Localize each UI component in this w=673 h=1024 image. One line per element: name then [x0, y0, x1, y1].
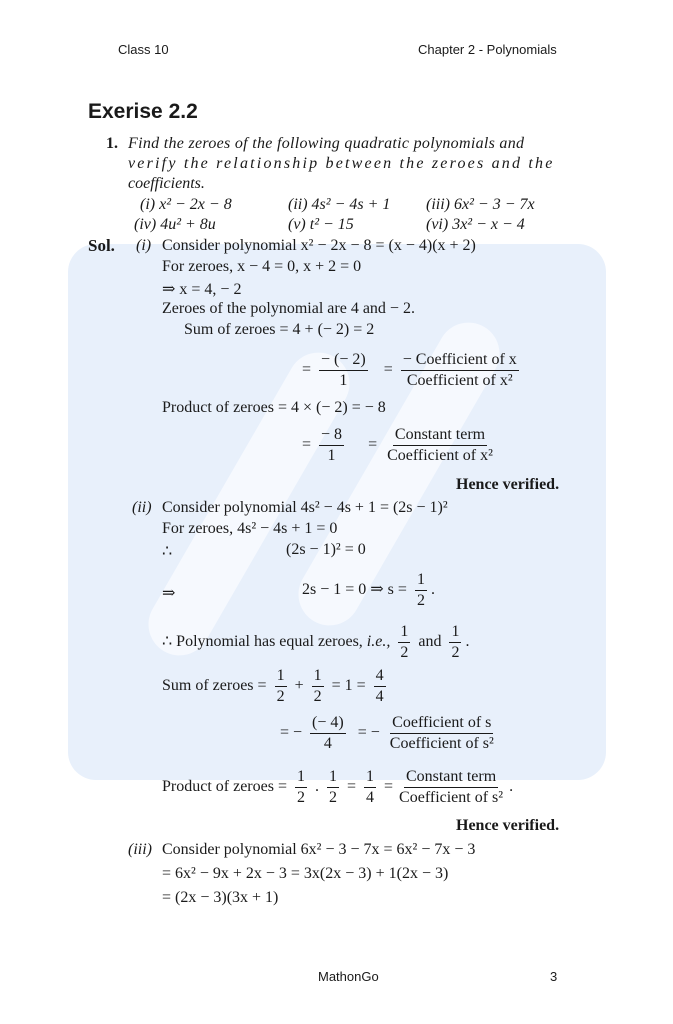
equation-row: 2s − 1 = 0 ⇒ s = $\frac{1}{2}$ .: [302, 571, 435, 609]
question-number: 1.: [106, 135, 118, 152]
solution-line: For zeroes, x − 4 = 0, x + 2 = 0: [162, 258, 362, 275]
footer-brand: MathonGo: [318, 969, 379, 984]
verified-label: Hence verified.: [456, 476, 560, 493]
implies-symbol: ⇒: [162, 585, 176, 602]
therefore-symbol: ∴: [162, 543, 173, 560]
page-title: Exerise 2.2: [88, 100, 198, 123]
solution-line: = 6x² − 9x + 2x − 3 = 3x(2x − 3) + 1(2x − 3): [162, 865, 449, 882]
page-number: 3: [550, 969, 558, 984]
question-line: verify the relationship between the zeroes and the: [128, 155, 555, 172]
equation-row: Product of zeroes = $\frac{1}{2}$ . $\frac{1}{2}$ = $\frac{1}{4}$ = $\frac{\text{Constant term}}{\text{Coefficient of s²}}$ .: [162, 768, 514, 806]
equation-row: Sum of zeroes = $\frac{1}{2}$ + $\frac{1}{2}$ = 1 = $\frac{4}{4}$: [162, 667, 384, 705]
solution-line: For zeroes, 4s² − 4s + 1 = 0: [162, 520, 338, 537]
solution-line: = (2x − 3)(3x + 1): [162, 889, 279, 906]
part-label: (iii): [128, 841, 152, 858]
part-label: (ii): [132, 499, 152, 516]
solution-line: Zeroes of the polynomial are 4 and − 2.: [162, 300, 415, 317]
verified-label: Hence verified.: [456, 817, 560, 834]
equation-row: = $\frac{- (- 2)}{1}$ = $\frac{\text{− Coefficient of x}}{\text{Coefficient of x²}}$: [302, 351, 517, 389]
equation-row: = $\frac{- 8}{1}$ = $\frac{\text{Constant term}}{\text{Coefficient of x²}}$: [302, 426, 493, 464]
part-item: (iii) 6x² − 3 − 7x: [426, 196, 535, 213]
part-label: (i): [136, 237, 152, 254]
question-line: coefficients.: [128, 175, 205, 192]
equation-row: ∴ Polynomial has equal zeroes, i.e., $\frac{1}{2}$ and $\frac{1}{2}$ .: [162, 623, 470, 661]
solution-line: Sum of zeroes = 4 + (− 2) = 2: [184, 321, 375, 338]
part-item: (vi) 3x² − x − 4: [426, 216, 525, 233]
equation-row: = − $\frac{(- 4)}{4}$ = − $\frac{\text{Coefficient of s}}{\text{Coefficient of s²}}$: [280, 714, 494, 752]
solution-label: Sol.: [88, 236, 115, 255]
solution-line: ⇒ x = 4, − 2: [162, 281, 242, 298]
solution-line: (2s − 1)² = 0: [286, 541, 366, 558]
solution-line: Consider polynomial 6x² − 3 − 7x = 6x² − 7x − 3: [162, 841, 476, 858]
question-line: Find the zeroes of the following quadratic polynomials and: [128, 135, 525, 152]
header-class: Class 10: [118, 42, 169, 57]
part-item: (v) t² − 15: [288, 216, 354, 233]
part-item: (ii) 4s² − 4s + 1: [288, 196, 391, 213]
part-item: (iv) 4u² + 8u: [134, 216, 216, 233]
solution-line: Product of zeroes = 4 × (− 2) = − 8: [162, 399, 386, 416]
solution-line: Consider polynomial x² − 2x − 8 = (x − 4)(x + 2): [162, 237, 476, 254]
part-item: (i) x² − 2x − 8: [140, 196, 232, 213]
solution-line: Consider polynomial 4s² − 4s + 1 = (2s − 1)²: [162, 499, 448, 516]
header-chapter: Chapter 2 - Polynomials: [418, 42, 557, 57]
